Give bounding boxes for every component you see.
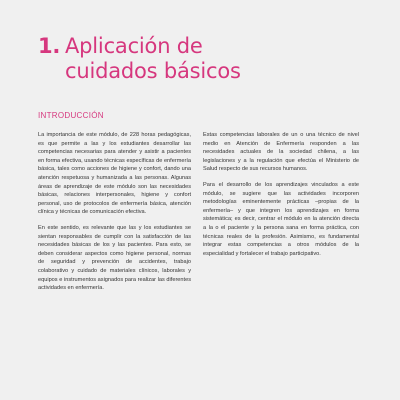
module-title — [38, 34, 358, 84]
right-paragraph-1: Estas competencias laborales de un o una técnico de nivel medio en Atención de Enfermería responden a las necesidades actuales de la sociedad chilena, a las legislaciones y a la regulación que efectúa el Ministerio de Salud respecto de sus recursos humanos. — [203, 132, 359, 173]
left-paragraph-1: La importancia de este módulo, de 228 horas pedagógicas, es que permite a las y los estudiantes desarrollar las competencias necesarias para atender y asistir a pacientes en forma efectiva, usando técnicas específicas de enfermería básica, tales como acciones de higiene y confort, dando una atención respetuosa y humanizada a las personas. Algunas áreas de aprendizaje de este módulo son las necesidades básicas, relaciones interpersonales, higiene y confort personal, uso de protocolos de enfermería básica, atención clínica y técnicas de comunicación efectiva. — [38, 132, 191, 216]
left-column — [38, 131, 191, 300]
module-title-line-1: Aplicación de — [65, 34, 203, 58]
left-paragraph-2: En este sentido, es relevante que las y los estudiantes se sientan responsables de cumplir con la satisfacción de las necesidades básicas de los y las pacientes. Para esto, se deben considerar aspectos como higiene personal, normas de seguridad y prevención de accidentes, trabajo colaborativo y cuidado de materiales clínicos, laborales y equipos e instrumentos asignados para realizar las diferentes actividades en enfermería. — [38, 224, 191, 292]
module-title-line-2: cuidados básicos — [65, 59, 241, 83]
right-paragraph-2: Para el desarrollo de los aprendizajes vinculados a este módulo, se sugiere que las actividades incorporen metodologías eminentemente prácticas –propias de la enfermería– y que integren los aprendizajes en forma sistemática; es decir, centrar el módulo en la atención directa a la o el paciente y la persona sana en forma práctica, con técnicas reales de la profesión. Asimismo, es fundamental integrar estas competencias a otros módulos de la especialidad y fortalecer el trabajo participativo. — [203, 181, 359, 257]
right-column — [203, 131, 359, 265]
section-heading-introduccion: INTRODUCCIÓN — [38, 111, 104, 120]
module-number: 1. — [38, 34, 61, 58]
